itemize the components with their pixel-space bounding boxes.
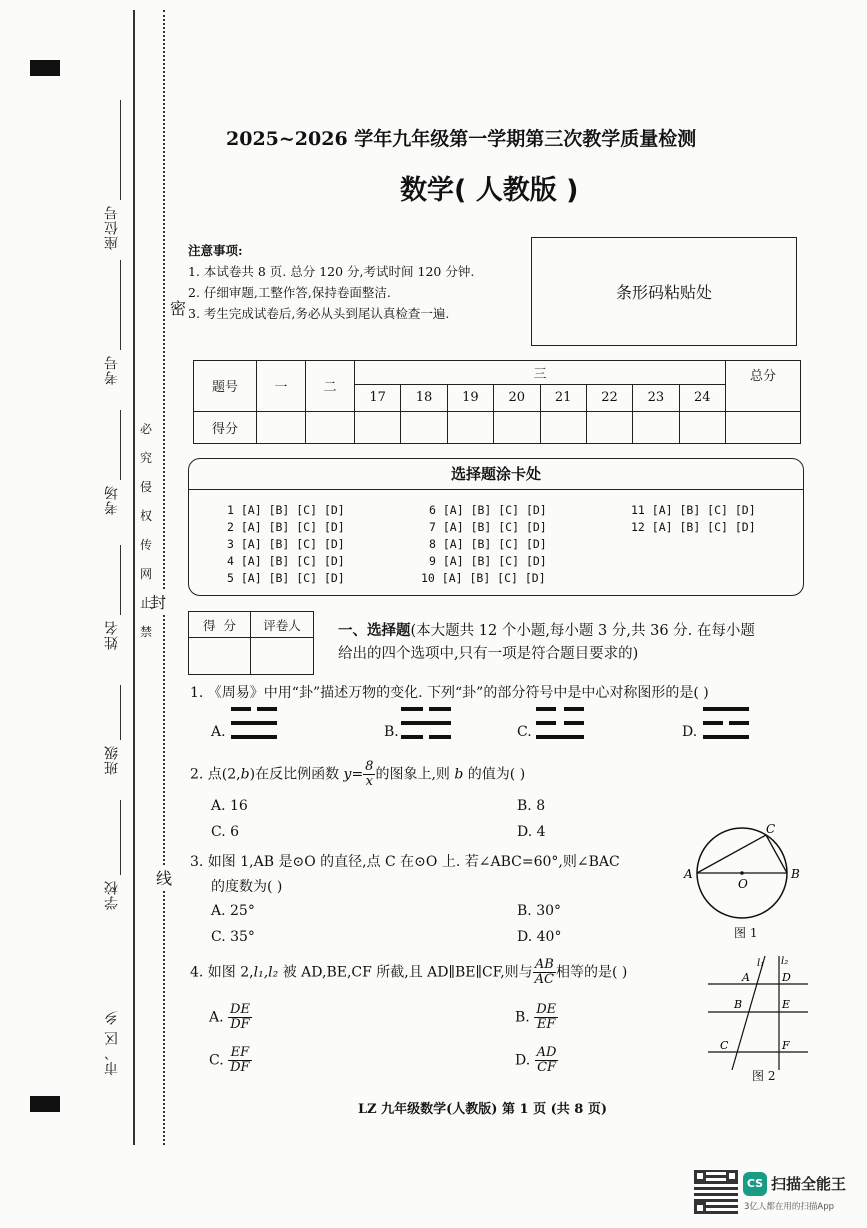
answer-row[interactable]: 10 [A] [B] [C] [D] <box>421 571 546 585</box>
score-table-sub-number: 23 <box>633 385 679 411</box>
q2-option-a[interactable]: A. 16 <box>211 798 248 814</box>
score-table-sub-number: 18 <box>401 385 447 411</box>
notice-item: 3. 考生完成试卷后,务必从头到尾认真检查一遍. <box>188 306 450 321</box>
score-cell <box>355 411 401 443</box>
answer-row[interactable]: 4 [A] [B] [C] [D] <box>227 554 345 568</box>
q1-hexagram-a <box>231 705 277 745</box>
figure-2-caption: 图 2 <box>752 1069 776 1083</box>
exam-room-label: 考场 <box>104 485 120 515</box>
question-1-stem: 1. 《周易》中用“卦”描述万物的变化. 下列“卦”的部分符号中是中心对称图形的是( ) <box>190 685 709 701</box>
score-row-label: 得分 <box>194 411 257 443</box>
fig1-point-c: C <box>766 822 776 836</box>
fig2-point-f: F <box>782 1039 790 1052</box>
school-line <box>120 800 121 875</box>
watermark-brand: 扫描全能王 <box>771 1175 847 1193</box>
answer-row[interactable]: 2 [A] [B] [C] [D] <box>227 520 345 534</box>
score-table-sub-number: 19 <box>447 385 493 411</box>
exam-room-line <box>120 410 121 480</box>
notice-block <box>188 240 474 324</box>
fig2-line-l2: l₂ <box>781 956 789 967</box>
seal-dotted-line <box>163 10 165 1145</box>
section-description: 给出的四个选项中,只有一项是符合题目要求的) <box>338 646 639 662</box>
camscanner-logo-icon: CS <box>743 1172 767 1196</box>
watermark-subtitle: 3亿人都在用的扫描App <box>744 1202 835 1212</box>
score-cell <box>586 411 632 443</box>
seal-mark-xian: 线 <box>156 866 172 889</box>
q4-option-b[interactable]: B. $\frac{DE}{EF}$ <box>515 1002 557 1032</box>
score-table-sub-number: 24 <box>679 385 725 411</box>
qr-code <box>694 1170 738 1214</box>
fig1-point-b: B <box>791 867 800 881</box>
score-cell <box>679 411 725 443</box>
grader-score-label: 得 分 <box>203 618 236 633</box>
score-table-sub-number: 22 <box>586 385 632 411</box>
figure-1-circle-diagram <box>682 818 806 924</box>
answer-sheet <box>188 458 804 596</box>
name-line <box>120 545 121 615</box>
seal-mark-feng: 封 <box>150 590 166 613</box>
q1-hexagram-d <box>703 705 749 745</box>
score-cell <box>633 411 679 443</box>
fig2-line-l1: l₁ <box>757 958 765 969</box>
fig1-point-o: O <box>738 877 748 891</box>
fig2-point-b: B <box>734 998 743 1011</box>
fig2-point-e: E <box>782 998 791 1011</box>
q1-option-a-label[interactable]: A. <box>211 724 226 740</box>
registration-mark-bottom <box>30 1096 60 1112</box>
question-2-stem: 2. 点(2,b)在反比例函数 y= $\frac{8}{x}$ 的图象上,则 b 的值为( ) <box>190 759 526 789</box>
margin-border-line <box>133 10 135 1145</box>
school-label: 学校 <box>104 880 120 910</box>
answer-row[interactable]: 3 [A] [B] [C] [D] <box>227 537 345 551</box>
page-footer: LZ 九年级数学(人教版) 第 1 页 (共 8 页) <box>358 1102 608 1117</box>
fig1-point-a: A <box>684 867 693 881</box>
name-label: 姓名 <box>104 620 120 650</box>
barcode-area <box>531 237 797 346</box>
class-label: 班级 <box>104 745 120 775</box>
subject-title: 数学( 人教版 ) <box>400 175 579 206</box>
score-table-col-three: 三 <box>355 361 726 385</box>
score-table <box>193 360 801 444</box>
q4-option-a[interactable]: A. $\frac{DE}{DF}$ <box>209 1002 250 1032</box>
district-label: 市、区 乡 <box>104 1010 120 1076</box>
notice-item: 2. 仔细审题,工整作答,保持卷面整洁. <box>188 285 391 300</box>
exam-number-label: 考号 <box>104 355 120 385</box>
q2-option-c[interactable]: C. 6 <box>211 824 240 840</box>
seat-number-label: 座位号 <box>104 205 120 250</box>
score-cell <box>540 411 586 443</box>
score-cell <box>257 411 306 443</box>
q4-option-c[interactable]: C. $\frac{EF}{DF}$ <box>209 1045 250 1075</box>
answer-row[interactable]: 7 [A] [B] [C] [D] <box>429 520 547 534</box>
q4-option-d[interactable]: D. $\frac{AD}{CF}$ <box>515 1045 557 1075</box>
answer-row[interactable]: 11 [A] [B] [C] [D] <box>631 503 756 517</box>
q3-option-a[interactable]: A. 25° <box>211 903 255 919</box>
answer-row[interactable]: 1 [A] [B] [C] [D] <box>227 503 345 517</box>
q3-option-b[interactable]: B. 30° <box>517 903 562 919</box>
q1-hexagram-c <box>536 705 584 745</box>
fig2-point-a: A <box>742 971 750 984</box>
question-3-stem-line2: 的度数为( ) <box>211 879 283 895</box>
barcode-label: 条形码粘贴处 <box>615 283 712 302</box>
q3-option-d[interactable]: D. 40° <box>517 929 562 945</box>
score-table-sub-number: 17 <box>355 385 401 411</box>
score-table-col-two: 二 <box>306 361 355 412</box>
grader-box <box>188 611 314 675</box>
fig2-point-d: D <box>782 971 791 984</box>
score-table-total: 总分 <box>726 361 801 412</box>
seal-mark-mi: 密 <box>170 296 186 319</box>
q1-option-c-label[interactable]: C. <box>517 724 532 740</box>
figure-2-parallel-lines-diagram <box>708 952 808 1070</box>
score-cell <box>306 411 355 443</box>
section-heading: 一、选择题(本大题共 12 个小题,每小题 3 分,共 36 分. 在每小题 <box>338 622 755 639</box>
score-cell <box>447 411 493 443</box>
q1-option-d-label[interactable]: D. <box>682 724 698 740</box>
figure-1-caption: 图 1 <box>734 926 758 940</box>
seat-number-line <box>120 100 121 200</box>
q1-hexagram-b <box>401 705 451 745</box>
registration-mark-top <box>30 60 60 76</box>
copyright-warning: 必 究 侵 权 传 网 止 禁 <box>140 422 153 639</box>
score-table-sub-number: 20 <box>494 385 540 411</box>
question-4-stem: 4. 如图 2,l₁,l₂ 被 AD,BE,CF 所截,且 AD∥BE∥CF,则与 $\frac{AB}{AC}$ 相等的是( ) <box>190 957 628 987</box>
question-3-stem-line1: 3. 如图 1,AB 是⊙O 的直径,点 C 在⊙O 上. 若∠ABC=60°,则∠BAC <box>190 854 620 870</box>
score-cell <box>494 411 540 443</box>
class-line <box>120 685 121 740</box>
exam-number-line <box>120 260 121 350</box>
score-table-header-label: 题号 <box>194 361 257 412</box>
exam-title: 2025~2026 学年九年级第一学期第三次教学质量检测 <box>226 128 697 150</box>
grader-name-label: 评卷人 <box>263 618 301 633</box>
answer-row[interactable]: 6 [A] [B] [C] [D] <box>429 503 547 517</box>
score-cell <box>401 411 447 443</box>
answer-row[interactable]: 9 [A] [B] [C] [D] <box>429 554 547 568</box>
q1-option-b-label[interactable]: B. <box>384 724 399 740</box>
fig2-point-c: C <box>720 1039 729 1052</box>
score-cell <box>726 411 801 443</box>
q2-fraction: $\frac{8}{x}$ <box>365 759 374 789</box>
answer-row[interactable]: 12 [A] [B] [C] [D] <box>631 520 756 534</box>
q2-option-d[interactable]: D. 4 <box>517 824 546 840</box>
q2-option-b[interactable]: B. 8 <box>517 798 546 814</box>
answer-row[interactable]: 8 [A] [B] [C] [D] <box>429 537 547 551</box>
score-table-sub-number: 21 <box>540 385 586 411</box>
answer-sheet-title: 选择题涂卡处 <box>189 459 803 490</box>
notice-item: 1. 本试卷共 8 页. 总分 120 分,考试时间 120 分钟. <box>188 264 475 279</box>
answer-row[interactable]: 5 [A] [B] [C] [D] <box>227 571 345 585</box>
notice-heading: 注意事项: <box>188 243 243 258</box>
q3-option-c[interactable]: C. 35° <box>211 929 255 945</box>
q4-fraction: $\frac{AB}{AC}$ <box>534 957 555 987</box>
score-table-col-one: 一 <box>257 361 306 412</box>
